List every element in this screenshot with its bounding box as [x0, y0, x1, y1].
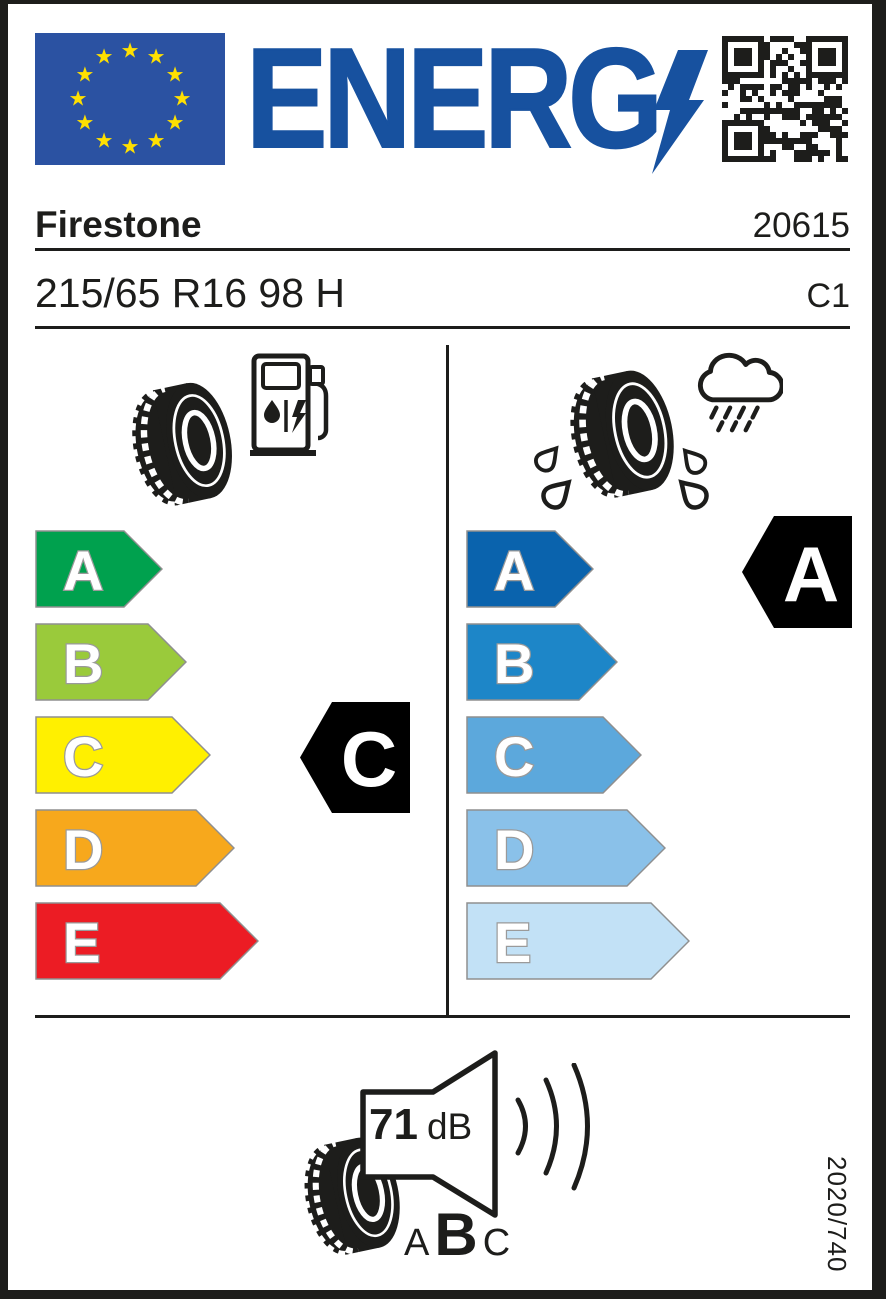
eu-star-icon: ★ — [68, 87, 88, 111]
eu-star-icon: ★ — [172, 87, 192, 111]
wet-scale-arrow-e — [466, 902, 690, 980]
tire-class: C1 — [806, 277, 850, 315]
fuel-pump-icon — [248, 350, 333, 458]
wet-scale-grade-letter: C — [494, 725, 535, 788]
fuel-scale-grade-letter: B — [63, 632, 104, 695]
eu-star-icon: ★ — [165, 111, 185, 135]
fuel-rating-indicator — [300, 702, 410, 813]
fuel-scale-arrow-c — [35, 716, 211, 794]
fuel-scale-grade-letter: A — [63, 539, 104, 602]
wet-scale-grade-letter: A — [494, 539, 535, 602]
noise-level — [369, 1100, 472, 1150]
fuel-scale-grade-letter: C — [63, 725, 104, 788]
divider-line — [35, 248, 850, 251]
tire-size: 215/65 R16 98 H — [35, 270, 346, 316]
sound-waves-icon — [512, 1063, 594, 1191]
fuel-scale-arrow-e — [35, 902, 259, 980]
eu-star-icon: ★ — [94, 129, 114, 153]
fuel-scale-grade-letter: E — [63, 911, 101, 974]
wet-scale-grade-letter: D — [494, 818, 535, 881]
fuel-scale-grade-letter: D — [63, 818, 104, 881]
fuel-rating-letter: C — [340, 715, 398, 803]
qr-code-icon — [718, 32, 852, 166]
wet-scale-arrow-a — [466, 530, 594, 608]
energ-logo — [246, 19, 716, 178]
article-number: 20615 — [752, 206, 850, 245]
wet-grip-scale — [466, 530, 736, 980]
lightning-bolt-icon — [644, 50, 710, 174]
eu-star-icon: ★ — [94, 45, 114, 69]
fuel-scale-arrow-a — [35, 530, 163, 608]
wet-scale-grade-letter: B — [494, 632, 535, 695]
regulation-number: 2020/740 — [822, 1156, 852, 1273]
size-row — [35, 270, 850, 318]
noise-value: 71 — [369, 1100, 418, 1149]
eu-star-icon: ★ — [120, 39, 140, 63]
eu-star-icon: ★ — [146, 129, 166, 153]
eu-star-icon: ★ — [146, 45, 166, 69]
fuel-scale-arrow-d — [35, 809, 235, 887]
eu-star-icon: ★ — [75, 111, 95, 135]
wet-scale-arrow-b — [466, 623, 618, 701]
eu-star-icon: ★ — [165, 63, 185, 87]
divider-line — [35, 1015, 850, 1018]
noise-class-b: B — [434, 1201, 478, 1268]
wet-grip-rating-letter: A — [782, 530, 840, 618]
noise-class-indicator — [404, 1200, 510, 1269]
noise-class-c: C — [482, 1222, 511, 1264]
eu-star-icon: ★ — [120, 135, 140, 159]
wet-scale-arrow-d — [466, 809, 666, 887]
wet-scale-grade-letter: E — [494, 911, 532, 974]
rain-icon — [711, 408, 757, 431]
wet-scale-arrow-c — [466, 716, 642, 794]
fuel-scale-arrow-b — [35, 623, 187, 701]
eu-flag-icon — [35, 33, 225, 165]
noise-unit: dB — [426, 1106, 473, 1147]
brand-name: Firestone — [35, 204, 202, 245]
tire-icon — [128, 370, 238, 518]
energ-logo-text: ENERG — [246, 19, 659, 178]
eu-star-icon: ★ — [75, 63, 95, 87]
brand-row — [35, 204, 850, 246]
wet-grip-rating-indicator — [742, 516, 852, 628]
noise-class-a: A — [404, 1222, 430, 1264]
column-divider — [446, 345, 449, 1015]
divider-line — [35, 326, 850, 329]
fuel-efficiency-scale — [35, 530, 305, 980]
rain-cloud-icon — [685, 348, 783, 434]
